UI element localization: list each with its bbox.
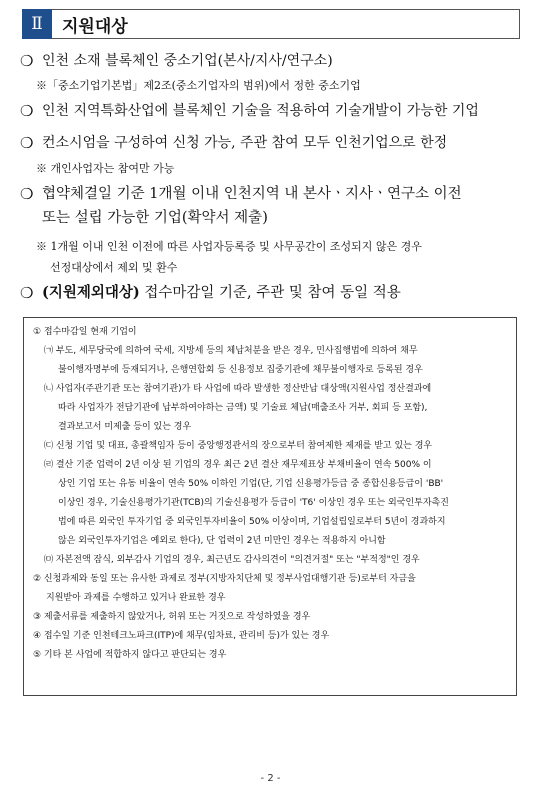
box-line: 지원받아 과제를 수행하고 있거나 완료한 경우 xyxy=(46,593,226,603)
bullet-text: 인천 지역특화산업에 블록체인 기술을 적용하여 기술개발이 가능한 기업 xyxy=(42,103,479,119)
box-line: 이상인 경우, 기술신용평가기관(TCB)의 기술신용평가 등급이 'T6' 이상인 경우 또는 외국인투자촉진 xyxy=(58,498,449,508)
box-line: ㈃ 결산 기준 업력이 2년 이상 된 기업의 경우 최근 2년 결산 재무제표상 부채비율이 연속 500% 이 xyxy=(44,460,432,470)
box-line: ① 접수마감일 현재 기업이 xyxy=(33,327,137,337)
bullet-text: 컨소시엄을 구성하여 신청 가능, 주관 참여 모두 인천기업으로 한정 xyxy=(42,135,448,151)
bullet-note: ※ 개인사업자는 참여만 가능 xyxy=(36,162,175,175)
box-line: ㈄ 자본전액 잠식, 외부감사 기업의 경우, 최근년도 감사의견이 "의견거절" 또는 "부적정"인 경우 xyxy=(44,555,420,565)
box-line: ⑤ 기타 본 사업에 적합하지 않다고 판단되는 경우 xyxy=(33,650,227,660)
box-line: 상인 기업 또는 유동 비율이 연속 50% 이하인 기업(단, 기업 신용평가등급 중 종합신용등급이 'BB' xyxy=(58,479,444,489)
circle-bullet-icon: ❍ xyxy=(20,102,34,120)
section-number: Ⅱ xyxy=(22,9,52,39)
bullet-text: 접수마감일 기준, 주관 및 참여 동일 적용 xyxy=(139,285,401,301)
bullet-item xyxy=(20,184,462,204)
circle-bullet-icon: ❍ xyxy=(20,284,34,302)
bullet-text: 인천 소재 블록체인 중소기업(본사/지사/연구소) xyxy=(42,53,333,69)
bullet-item xyxy=(20,101,479,121)
box-line: ④ 접수일 기준 인천테크노파크(ITP)에 채무(임차료, 관리비 등)가 있는 경우 xyxy=(33,631,330,641)
bullet-text: 협약체결일 기준 1개월 이내 인천지역 내 본사ㆍ지사ㆍ연구소 이전 xyxy=(42,186,462,202)
box-line: 따라 사업자가 전담기관에 납부하여야하는 금액) 및 기술료 체납(매출조사 거부, 회피 등 포함), xyxy=(58,403,428,413)
box-line: 않은 외국인투자기업은 예외로 한다), 단 업력이 2년 미만인 경우는 적용하지 아니함 xyxy=(58,536,386,546)
page-number: - 2 - xyxy=(260,773,281,784)
bullet-note: ※「중소기업기본법」제2조(중소기업자의 범위)에서 정한 중소기업 xyxy=(36,79,361,92)
box-line: 불이행자명부에 등재되거나, 은행연합회 등 신용정보 집중기관에 채무불이행자로 등록된 경우 xyxy=(58,365,423,375)
box-line: 법에 따른 외국인 투자기업 중 외국인투자비율이 50% 이상이며, 기업설립일로부터 5년이 경과하지 xyxy=(58,517,446,527)
box-line: ㈂ 신청 기업 및 대표, 총괄책임자 등이 중앙행정관서의 장으로부터 참여제한 제재를 받고 있는 경우 xyxy=(44,441,433,451)
bullet-bold-label: (지원제외대상) xyxy=(42,284,140,301)
box-line: ② 신청과제와 동일 또는 유사한 과제로 정부(지방자치단체 및 정부사업대행기관 등)로부터 자금을 xyxy=(33,574,416,584)
bullet-item xyxy=(20,133,447,153)
box-line: 결과보고서 미제출 등이 있는 경우 xyxy=(58,422,192,432)
section-title: 지원대상 xyxy=(52,9,520,39)
bullet-note-continuation: 선정대상에서 제외 및 환수 xyxy=(50,261,178,274)
bullet-item xyxy=(20,51,333,71)
bullet-item xyxy=(20,283,401,303)
box-line: ㈁ 사업자(주관기관 또는 참여기관)가 타 사업에 따라 발생한 정산반납 대상액(지원사업 정산결과에 xyxy=(44,384,432,394)
exclusion-criteria-box xyxy=(23,317,517,696)
bullet-text-continuation: 또는 설립 가능한 기업(확약서 제출) xyxy=(42,210,268,226)
bullet-note: ※ 1개월 이내 인천 이전에 따른 사업자등록증 및 사무공간이 조성되지 않은 경우 xyxy=(36,240,422,253)
box-line: ㈀ 부도, 세무당국에 의하여 국세, 지방세 등의 체납처분을 받은 경우, 민사집행법에 의하여 채무 xyxy=(44,346,418,356)
circle-bullet-icon: ❍ xyxy=(20,134,34,152)
box-line: ③ 제출서류를 제출하지 않았거나, 허위 또는 거짓으로 작성하였을 경우 xyxy=(33,612,311,622)
circle-bullet-icon: ❍ xyxy=(20,52,34,70)
circle-bullet-icon: ❍ xyxy=(20,185,34,203)
section-header xyxy=(22,9,520,39)
